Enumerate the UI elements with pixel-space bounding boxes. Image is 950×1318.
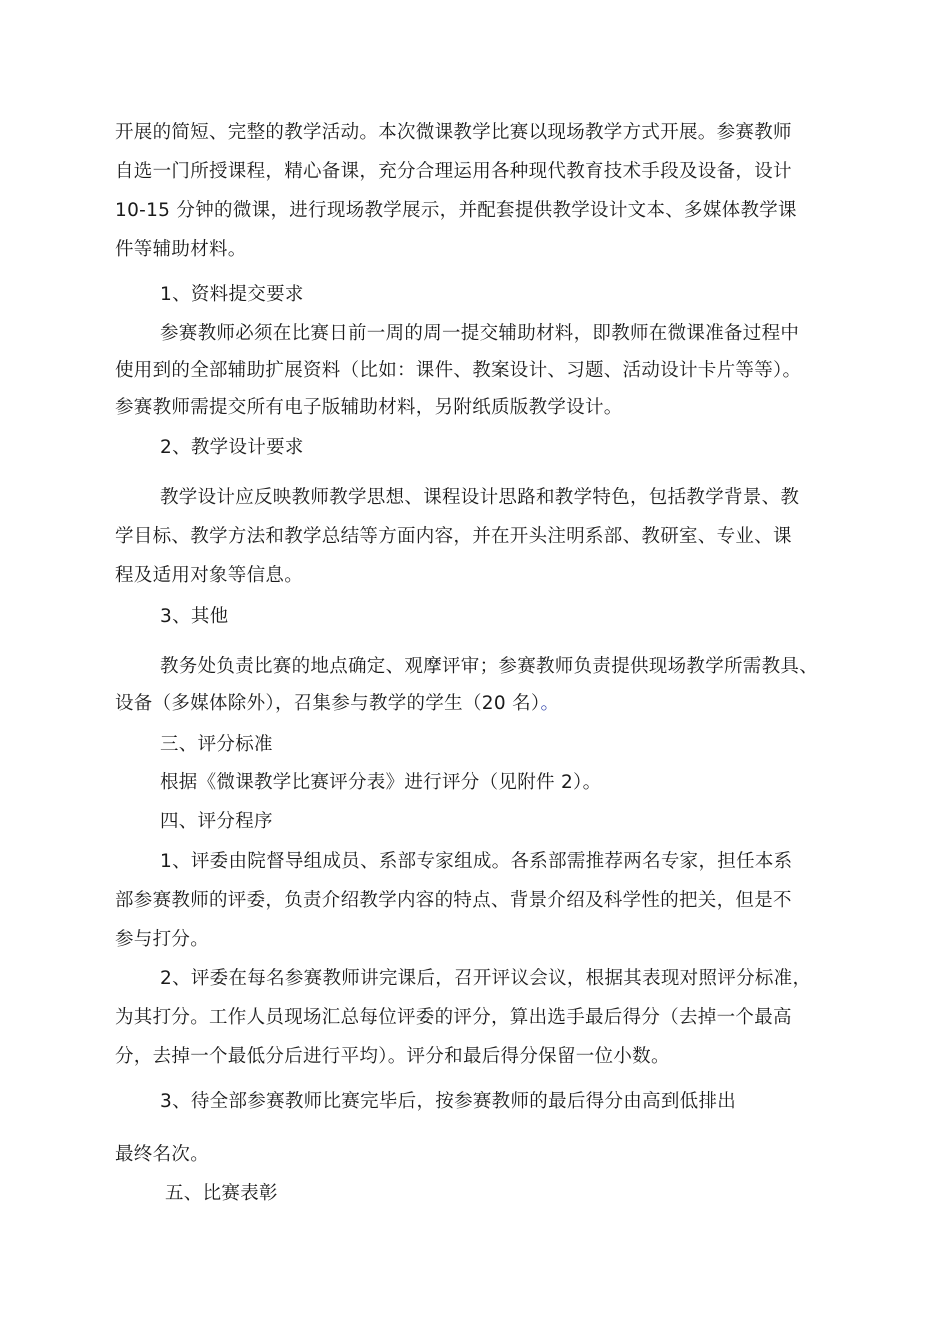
part-4-item-1-line-1: 1、评委由院督导组成员、系部专家组成。各系部需推荐两名专家，担任本系	[160, 851, 793, 872]
section-3-line-2-wrap	[115, 692, 559, 716]
section-2-line-3: 程及适用对象等信息。	[115, 565, 304, 586]
section-3-line-2: 设备（多媒体除外），召集参与教学的学生（20 名）	[115, 693, 541, 714]
part-5-heading: 五、比赛表彰	[165, 1183, 278, 1204]
section-1-line-2: 使用到的全部辅助扩展资料（比如：课件、教案设计、习题、活动设计卡片等等）。	[115, 360, 802, 381]
intro-line-3: 10-15 分钟的微课，进行现场教学展示，并配套提供教学设计文本、多媒体教学课	[115, 200, 797, 221]
part-4-item-2-line-2: 为其打分。工作人员现场汇总每位评委的评分，算出选手最后得分（去掉一个最高	[115, 1007, 792, 1028]
section-1-line-3: 参赛教师需提交所有电子版辅助材料，另附纸质版教学设计。	[115, 397, 623, 418]
part-3-text: 根据《微课教学比赛评分表》进行评分（见附件 2）。	[160, 772, 602, 793]
intro-line-2: 自选一门所授课程，精心备课，充分合理运用各种现代教育技术手段及设备，设计	[115, 161, 792, 182]
section-2-heading: 2、教学设计要求	[160, 437, 304, 458]
section-3-end-mark: 。	[540, 693, 560, 714]
part-3-heading: 三、评分标准	[160, 734, 273, 755]
part-4-item-3-line-2: 最终名次。	[115, 1144, 210, 1165]
section-3-line-1: 教务处负责比赛的地点确定、观摩评审；参赛教师负责提供现场教学所需教具、	[160, 656, 819, 677]
part-4-heading: 四、评分程序	[160, 811, 273, 832]
intro-line-1: 开展的简短、完整的教学活动。本次微课教学比赛以现场教学方式开展。参赛教师	[115, 122, 792, 143]
intro-line-4: 件等辅助材料。	[115, 239, 247, 260]
section-2-line-2: 学目标、教学方法和教学总结等方面内容，并在开头注明系部、教研室、专业、课	[115, 526, 792, 547]
section-2-line-1: 教学设计应反映教师教学思想、课程设计思路和教学特色，包括教学背景、教	[160, 487, 800, 508]
part-4-item-3-line-1: 3、待全部参赛教师比赛完毕后，按参赛教师的最后得分由高到低排出	[160, 1091, 737, 1112]
part-4-item-1-line-2: 部参赛教师的评委，负责介绍教学内容的特点、背景介绍及科学性的把关，但是不	[115, 890, 792, 911]
section-1-line-1: 参赛教师必须在比赛日前一周的周一提交辅助材料，即教师在微课准备过程中	[160, 323, 800, 344]
section-1-heading: 1、资料提交要求	[160, 284, 304, 305]
section-3-heading: 3、其他	[160, 606, 229, 627]
part-4-item-2-line-3: 分，去掉一个最低分后进行平均）。评分和最后得分保留一位小数。	[115, 1046, 670, 1067]
part-4-item-2-line-1: 2、评委在每名参赛教师讲完课后，召开评议会议，根据其表现对照评分标准，	[160, 968, 812, 989]
part-4-item-1-line-3: 参与打分。	[115, 929, 210, 950]
